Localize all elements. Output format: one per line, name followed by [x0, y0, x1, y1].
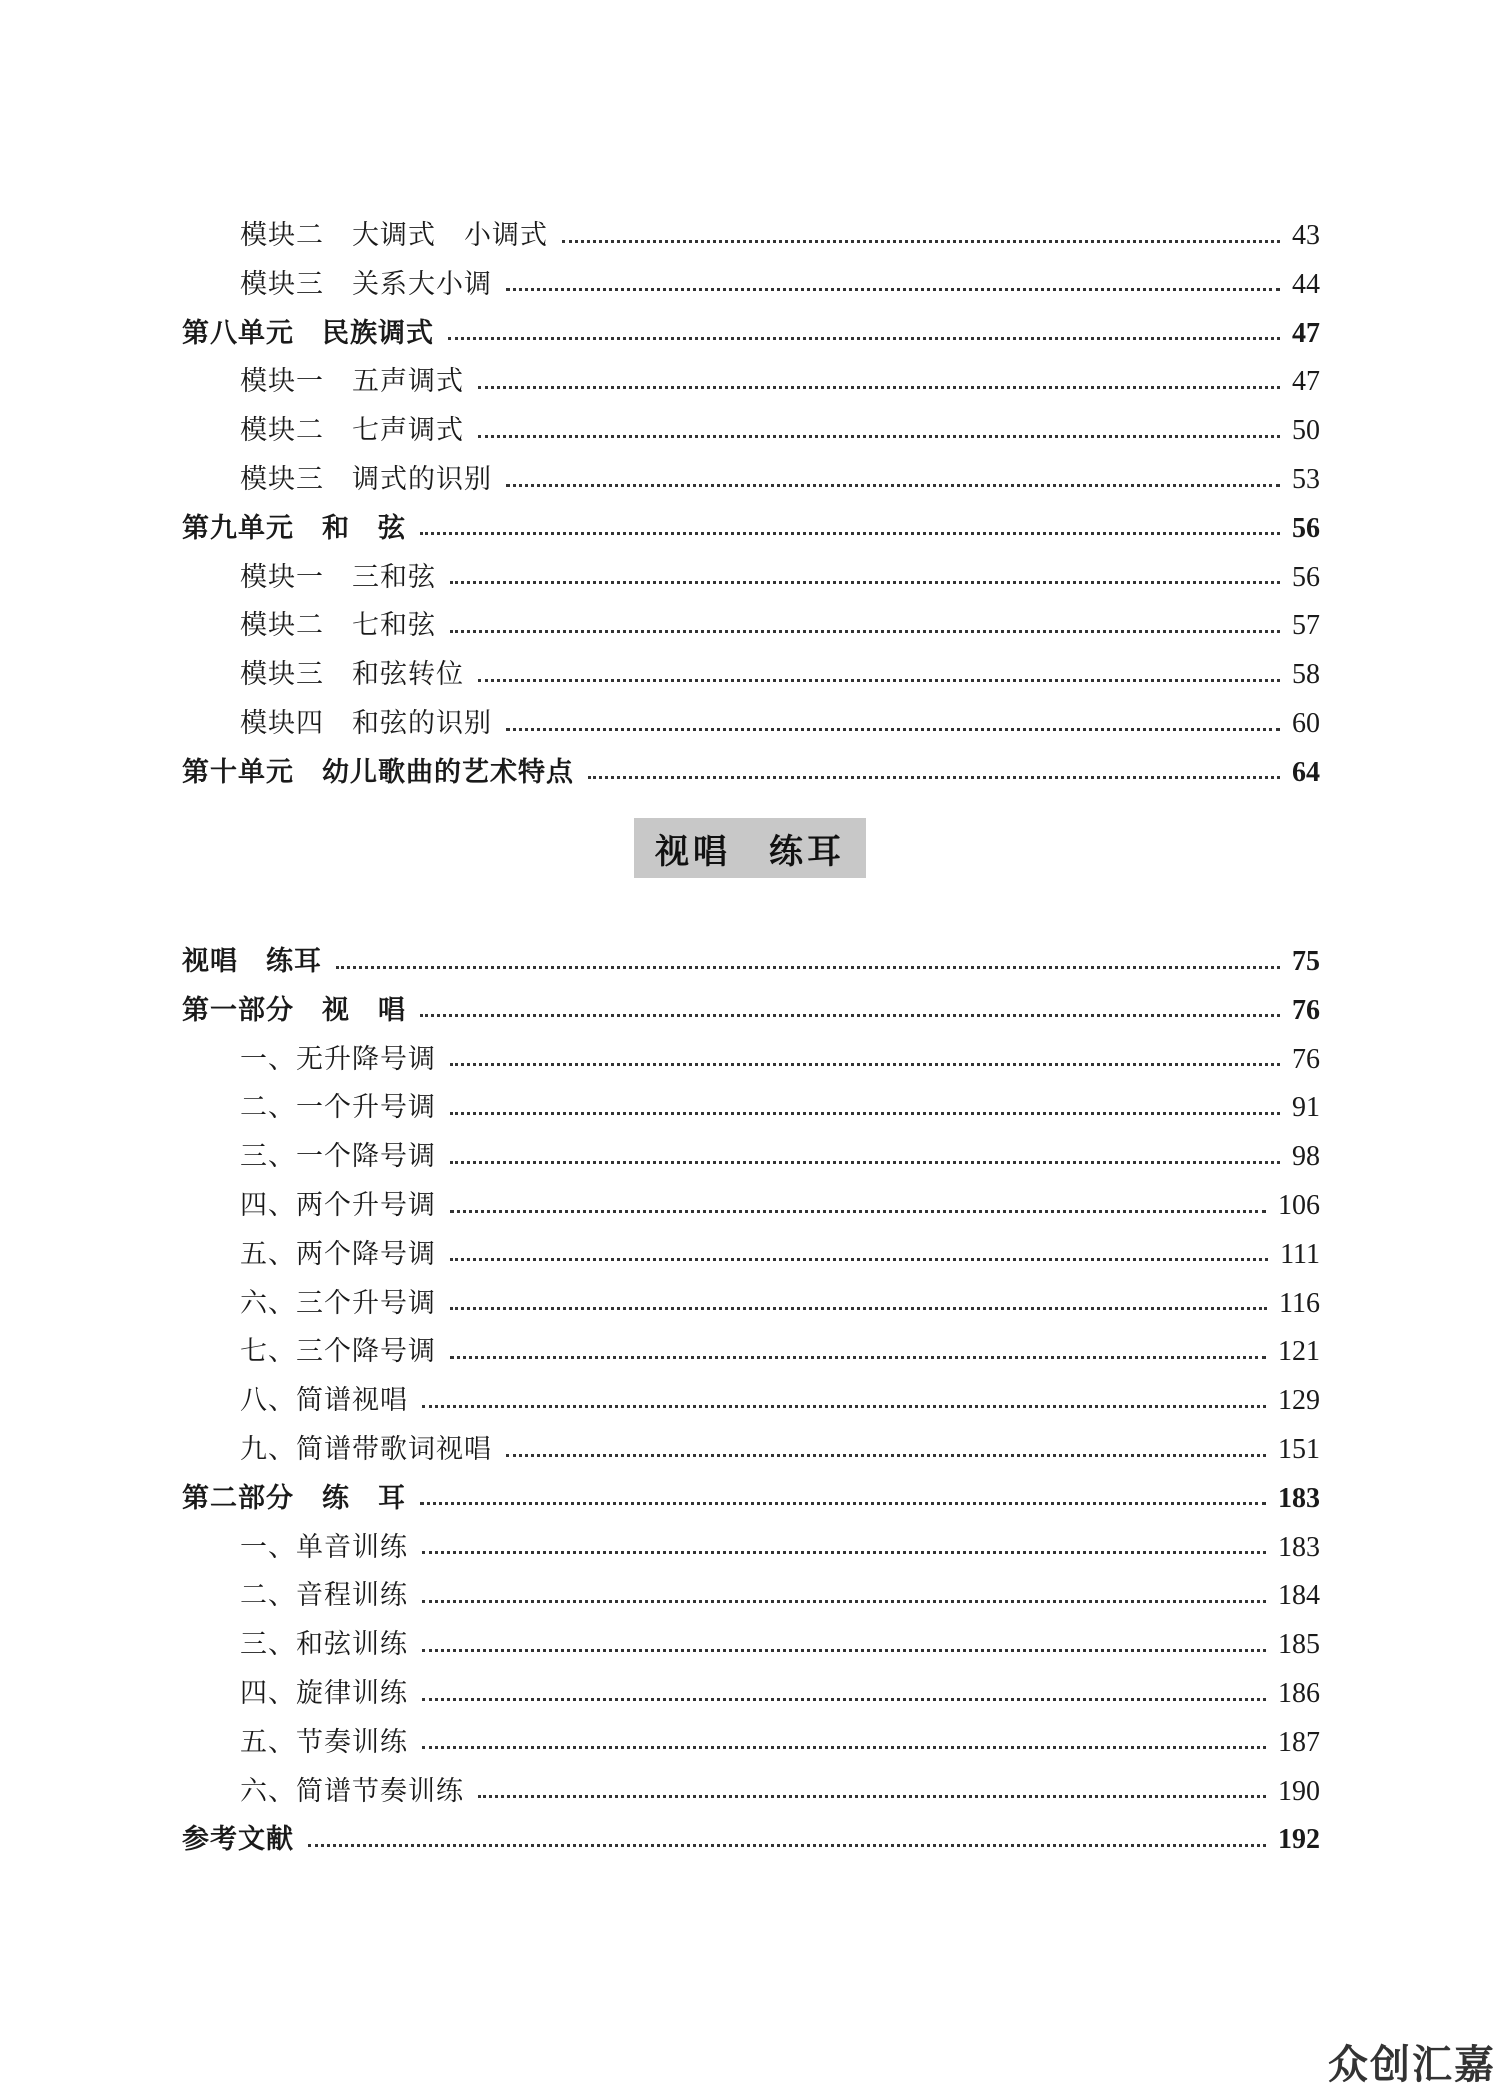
- entry-page-number: 43: [1292, 220, 1320, 251]
- dot-leader: [450, 630, 1280, 633]
- toc-subentry[interactable]: [240, 554, 1320, 602]
- toc-subentry[interactable]: [240, 602, 1320, 650]
- dot-leader: [478, 1795, 1266, 1798]
- entry-title: 七、三个降号调: [240, 1336, 436, 1368]
- toc-subentry[interactable]: [240, 1670, 1320, 1718]
- entry-page-number: 186: [1278, 1678, 1320, 1709]
- dot-leader: [450, 1112, 1280, 1115]
- toc-subentry[interactable]: [240, 1084, 1320, 1132]
- entry-page-number: 111: [1280, 1238, 1320, 1270]
- entry-title: 模块一 五声调式: [240, 366, 464, 398]
- entry-page-number: 151: [1278, 1434, 1320, 1465]
- toc-chapter-entry[interactable]: [182, 749, 1320, 797]
- dot-leader: [506, 288, 1280, 291]
- entry-title: 四、旋律训练: [240, 1678, 408, 1709]
- entry-title: 四、两个升号调: [240, 1190, 436, 1221]
- entry-title: 二、音程训练: [240, 1580, 408, 1612]
- watermark-logo: 众创汇嘉: [1328, 2042, 1496, 2088]
- entry-title: 第十单元 幼儿歌曲的艺术特点: [182, 756, 574, 788]
- toc-subentry[interactable]: [240, 1621, 1320, 1669]
- entry-page-number: 190: [1278, 1775, 1320, 1807]
- entry-page-number: 129: [1278, 1385, 1320, 1417]
- toc-subentry[interactable]: [240, 261, 1320, 309]
- entry-page-number: 53: [1292, 464, 1320, 495]
- toc-subentry[interactable]: [240, 407, 1320, 455]
- entry-title: 模块三 关系大小调: [240, 268, 492, 300]
- entry-page-number: 76: [1292, 994, 1320, 1026]
- entry-page-number: 106: [1278, 1190, 1320, 1221]
- entry-page-number: 187: [1278, 1726, 1320, 1758]
- entry-title: 模块二 大调式 小调式: [240, 220, 548, 251]
- dot-leader: [422, 1551, 1266, 1554]
- entry-page-number: 57: [1292, 610, 1320, 642]
- dot-leader: [420, 1014, 1280, 1017]
- dot-leader: [422, 1698, 1266, 1701]
- entry-page-number: 183: [1278, 1531, 1320, 1563]
- entry-title: 模块二 七声调式: [240, 415, 464, 447]
- toc-chapter-entry[interactable]: [182, 938, 1320, 986]
- toc-subentry[interactable]: [240, 651, 1320, 699]
- entry-title: 二、一个升号调: [240, 1092, 436, 1124]
- entry-title: 第八单元 民族调式: [182, 317, 434, 349]
- entry-page-number: 98: [1292, 1141, 1320, 1173]
- entry-page-number: 56: [1292, 512, 1320, 544]
- entry-page-number: 44: [1292, 268, 1320, 300]
- entry-page-number: 60: [1292, 708, 1320, 739]
- entry-title: 三、一个降号调: [240, 1141, 436, 1173]
- toc-chapter-entry[interactable]: [182, 1816, 1320, 1864]
- toc-chapter-entry[interactable]: [182, 505, 1320, 553]
- entry-title: 模块三 和弦转位: [240, 659, 464, 691]
- dot-leader: [478, 386, 1280, 389]
- entry-page-number: 56: [1292, 561, 1320, 593]
- dot-leader: [450, 1210, 1266, 1213]
- entry-title: 第九单元 和 弦: [182, 512, 406, 544]
- toc-subentry[interactable]: [240, 1280, 1320, 1328]
- entry-page-number: 121: [1278, 1336, 1320, 1368]
- entry-page-number: 64: [1292, 756, 1320, 788]
- toc-subentry[interactable]: [240, 1328, 1320, 1376]
- entry-page-number: 50: [1292, 415, 1320, 447]
- entry-page-number: 47: [1292, 317, 1320, 349]
- entry-title: 模块四 和弦的识别: [240, 708, 492, 739]
- dot-leader: [588, 776, 1280, 779]
- entry-title: 六、简谱节奏训练: [240, 1775, 464, 1807]
- entry-title: 八、简谱视唱: [240, 1385, 408, 1417]
- entry-page-number: 185: [1278, 1629, 1320, 1661]
- toc-subentry[interactable]: [240, 1036, 1320, 1084]
- entry-page-number: 192: [1278, 1824, 1320, 1856]
- dot-leader: [336, 966, 1280, 969]
- entry-title: 一、单音训练: [240, 1531, 408, 1563]
- entry-title: 第一部分 视 唱: [182, 994, 406, 1026]
- toc-subentry[interactable]: [240, 1377, 1320, 1425]
- dot-leader: [308, 1844, 1266, 1847]
- dot-leader: [422, 1600, 1266, 1603]
- entry-page-number: 76: [1292, 1043, 1320, 1075]
- dot-leader: [506, 484, 1280, 487]
- toc-subentry[interactable]: [240, 1426, 1320, 1474]
- entry-title: 视唱 练耳: [182, 946, 322, 977]
- dot-leader: [422, 1649, 1266, 1652]
- dot-leader: [450, 1063, 1280, 1066]
- dot-leader: [450, 1356, 1266, 1359]
- entry-title: 一、无升降号调: [240, 1043, 436, 1075]
- entry-page-number: 75: [1292, 946, 1320, 977]
- entry-page-number: 116: [1279, 1287, 1320, 1319]
- section-banner: 视唱 练耳: [634, 818, 866, 878]
- dot-leader: [562, 240, 1280, 243]
- dot-leader: [450, 1161, 1280, 1164]
- toc-subentry[interactable]: [240, 700, 1320, 748]
- dot-leader: [448, 337, 1280, 340]
- entry-title: 模块二 七和弦: [240, 610, 436, 642]
- dot-leader: [422, 1746, 1266, 1749]
- entry-title: 六、三个升号调: [240, 1287, 436, 1319]
- entry-title: 五、两个降号调: [240, 1238, 436, 1270]
- toc-subentry[interactable]: [240, 1133, 1320, 1181]
- dot-leader: [420, 1502, 1266, 1505]
- entry-title: 九、简谱带歌词视唱: [240, 1434, 492, 1465]
- dot-leader: [450, 581, 1280, 584]
- entry-title: 五、节奏训练: [240, 1726, 408, 1758]
- toc-chapter-entry[interactable]: [182, 987, 1320, 1035]
- entry-page-number: 47: [1292, 366, 1320, 398]
- entry-page-number: 183: [1278, 1482, 1320, 1514]
- toc-subentry[interactable]: [240, 1768, 1320, 1816]
- toc-subentry[interactable]: [240, 358, 1320, 406]
- entry-page-number: 91: [1292, 1092, 1320, 1124]
- toc-subentry[interactable]: [240, 1719, 1320, 1767]
- toc-subentry[interactable]: [240, 1572, 1320, 1620]
- dot-leader: [420, 532, 1280, 535]
- toc-subentry[interactable]: [240, 1231, 1320, 1279]
- dot-leader: [422, 1405, 1266, 1408]
- entry-title: 参考文献: [182, 1824, 294, 1856]
- toc-subentry[interactable]: [240, 212, 1320, 260]
- entry-title: 第二部分 练 耳: [182, 1482, 406, 1514]
- dot-leader: [506, 1454, 1266, 1457]
- toc-subentry[interactable]: [240, 456, 1320, 504]
- toc-chapter-entry[interactable]: [182, 1475, 1320, 1523]
- entry-title: 模块三 调式的识别: [240, 464, 492, 495]
- toc-chapter-entry[interactable]: [182, 310, 1320, 358]
- dot-leader: [450, 1258, 1268, 1261]
- entry-title: 三、和弦训练: [240, 1629, 408, 1661]
- entry-page-number: 184: [1278, 1580, 1320, 1612]
- dot-leader: [478, 435, 1280, 438]
- toc-subentry[interactable]: [240, 1524, 1320, 1572]
- entry-title: 模块一 三和弦: [240, 561, 436, 593]
- dot-leader: [506, 728, 1280, 731]
- toc-subentry[interactable]: [240, 1182, 1320, 1230]
- dot-leader: [450, 1307, 1267, 1310]
- entry-page-number: 58: [1292, 659, 1320, 691]
- dot-leader: [478, 679, 1280, 682]
